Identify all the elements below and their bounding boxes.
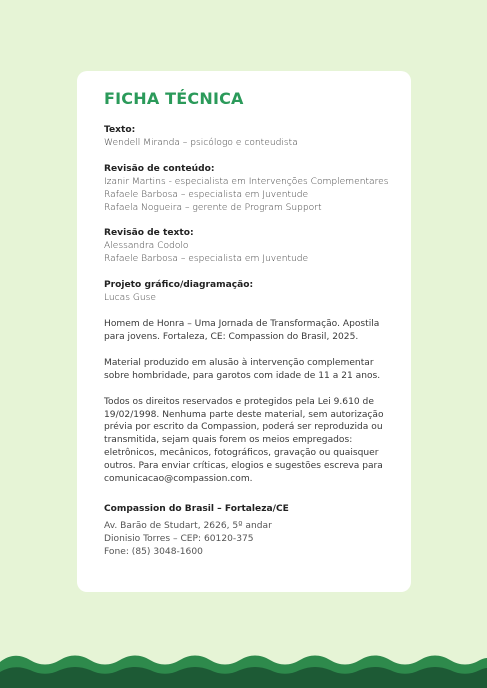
credits-card (77, 71, 411, 592)
credit-line: Rafaela Nogueira – gerente de Program Support (104, 202, 322, 213)
credit-design (104, 279, 397, 305)
citation-paragraph: Homem de Honra – Uma Jornada de Transformação. Apostila para jovens. Fortaleza, CE: Compassion do Brasil, 2025. (104, 318, 380, 342)
credit-line: Rafaele Barbosa – especialista em Juventude (104, 254, 309, 265)
credit-line: Wendell Miranda – psicólogo e conteudista (104, 137, 298, 148)
credit-label: Revisão de conteúdo: (104, 163, 215, 174)
credit-label: Texto: (104, 125, 136, 135)
address-line: Av. Barão de Studart, 2626, 5º andar (104, 520, 272, 531)
credit-content-review (104, 163, 397, 215)
address-block (104, 503, 397, 559)
credit-label: Projeto gráfico/diagramação: (104, 280, 254, 291)
credit-line: Alessandra Codolo (104, 241, 189, 252)
credit-label: Revisão de texto: (104, 228, 194, 239)
credit-line: Lucas Guse (104, 293, 157, 304)
address-heading: Compassion do Brasil – Fortaleza/CE (104, 503, 289, 514)
credit-text (104, 124, 397, 150)
wave-decoration (0, 648, 487, 688)
material-note-paragraph: Material produzido em alusão à intervenção complementar sobre hombridade, para garotos com idade de 11 a 21 anos. (104, 357, 381, 381)
address-line: Fone: (85) 3048-1600 (104, 546, 203, 557)
credit-line: Izanir Martins - especialista em Intervenções Complementares (104, 176, 389, 187)
rights-paragraph: Todos os direitos reservados e protegidos pela Lei 9.610 de 19/02/1998. Nenhuma parte deste material, sem autorização prévia por escrito da Compassion, poderá ser reproduzida ou transmitida, sejam quais forem os meios empregados: eletrônicos, mecânicos, fotográficos, gravação ou quaisquer outros. Para enviar críticas, elogios e sugestões escreva para comunicacao@compassion.com. (104, 396, 384, 485)
credit-line: Rafaele Barbosa – especialista em Juventude (104, 189, 309, 200)
credit-text-review (104, 227, 397, 266)
address-line: Dionisio Torres – CEP: 60120-375 (104, 533, 254, 544)
page-title: FICHA TÉCNICA (104, 89, 244, 108)
